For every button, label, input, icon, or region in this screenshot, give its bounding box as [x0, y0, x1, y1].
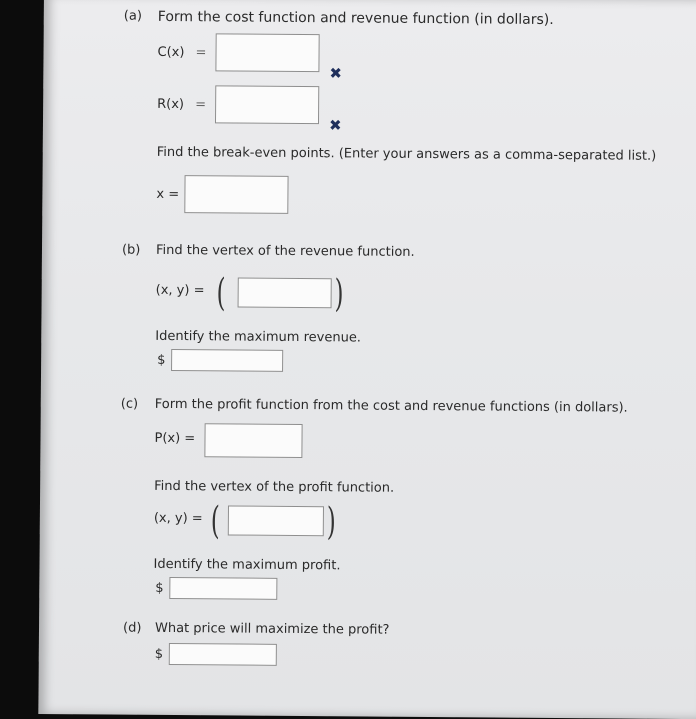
cost-function-label: C(x) [157, 44, 185, 61]
revenue-function-input[interactable] [215, 85, 319, 124]
part-d-label: (d) [122, 620, 142, 636]
revenue-incorrect-icon: ✖ [328, 116, 342, 135]
price-currency: $ [154, 646, 164, 662]
profit-vertex-input[interactable] [228, 505, 324, 536]
max-revenue-currency: $ [157, 352, 166, 368]
part-a-instruction: Form the cost function and revenue function (in dollars). [157, 8, 554, 29]
part-c-instruction: Form the profit function from the cost and revenue functions (in dollars). [154, 396, 628, 416]
profit-vertex-open-paren: ( [210, 498, 220, 543]
revenue-equals: = [195, 97, 207, 113]
profit-vertex-label: (x, y) = [153, 510, 203, 527]
price-input[interactable] [169, 643, 277, 666]
question-sheet [38, 0, 696, 719]
profit-vertex-close-paren: ) [326, 499, 336, 544]
profit-function-input[interactable] [204, 423, 302, 458]
max-profit-currency: $ [155, 580, 164, 596]
max-profit-input[interactable] [169, 577, 277, 600]
cost-incorrect-icon: ✖ [329, 64, 343, 83]
profit-vertex-instruction: Find the vertex of the profit function. [154, 478, 395, 496]
revenue-vertex-open-paren: ( [216, 270, 226, 315]
breakeven-instruction: Find the break-even points. (Enter your answers as a comma-separated list.) [156, 144, 657, 164]
cost-function-input[interactable] [215, 33, 319, 72]
max-profit-instruction: Identify the maximum profit. [153, 556, 341, 574]
part-c-label: (c) [120, 396, 139, 412]
max-revenue-instruction: Identify the maximum revenue. [155, 328, 362, 346]
part-b-label: (b) [121, 242, 141, 258]
part-a-label: (a) [123, 8, 143, 24]
profit-function-label: P(x) = [154, 430, 196, 447]
part-b-instruction: Find the vertex of the revenue function. [155, 242, 415, 260]
breakeven-label: x = [156, 186, 180, 203]
max-revenue-input[interactable] [171, 349, 283, 372]
part-d-instruction: What price will maximize the profit? [154, 620, 390, 638]
cost-equals: = [195, 45, 207, 61]
revenue-function-label: R(x) [157, 96, 185, 113]
revenue-vertex-label: (x, y) = [155, 282, 205, 299]
revenue-vertex-close-paren: ) [334, 271, 344, 316]
revenue-vertex-input[interactable] [238, 278, 332, 309]
breakeven-input[interactable] [184, 175, 288, 214]
